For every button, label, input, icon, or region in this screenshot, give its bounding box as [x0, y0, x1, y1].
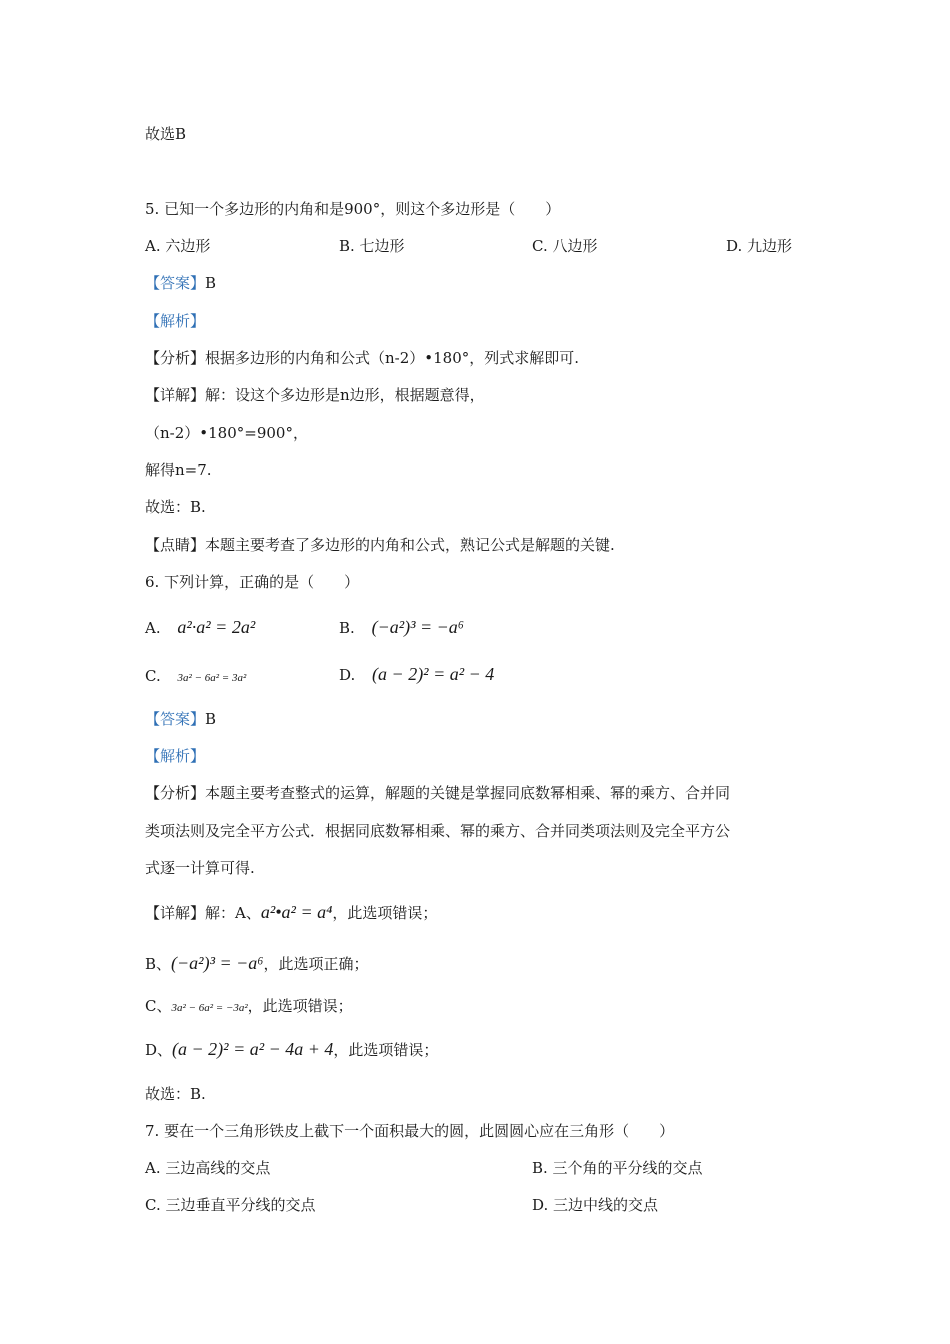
q5-answer: B — [205, 274, 217, 292]
q6-option-b-label: B. — [339, 619, 355, 637]
detail-prefix: B、 — [145, 955, 172, 973]
q5-option-a: A. 六边形 — [145, 237, 211, 255]
q6-option-b-formula: (−a²)³ = −a⁶ — [371, 617, 465, 637]
q6-option-d-label: D. — [339, 666, 356, 684]
q6-detail-4-formula: (a − 2)² = a² − 4a + 4 — [172, 1039, 334, 1059]
q7-option-c: C. 三边垂直平分线的交点 — [145, 1196, 316, 1214]
answer-tag: 【答案】 — [145, 274, 206, 292]
q5-detail-4: 故选：B. — [145, 498, 206, 516]
q6-option-c-label: C. — [145, 667, 161, 685]
q6-fenxi-2: 类项法则及完全平方公式．根据同底数幂相乘、幂的乘方、合并同类项法则及完全平方公 — [145, 822, 731, 840]
q5-fenxi: 【分析】根据多边形的内角和公式（n-2）•180°，列式求解即可. — [145, 349, 580, 367]
q7-option-d: D. 三边中线的交点 — [532, 1196, 659, 1214]
q6-stem: 6. 下列计算，正确的是（ ） — [145, 573, 360, 591]
q5-dianjing: 【点睛】本题主要考查了多边形的内角和公式，熟记公式是解题的关键. — [145, 536, 615, 554]
q6-option-a-label: A. — [145, 619, 161, 637]
q6-option-d-formula: (a − 2)² = a² − 4 — [372, 664, 495, 684]
q5-answer-line — [145, 273, 216, 293]
q5-detail-2: （n-2）•180°=900°， — [145, 424, 308, 442]
q7-option-b: B. 三个角的平分线的交点 — [532, 1159, 703, 1177]
q5-stem: 5. 已知一个多边形的内角和是900°，则这个多边形是（ ） — [145, 200, 561, 218]
answer-tag: 【答案】 — [145, 710, 206, 728]
q5-option-b: B. 七边形 — [339, 237, 405, 255]
q5-option-d: D. 九边形 — [726, 237, 793, 255]
detail-suffix: ，此选项正确； — [263, 955, 369, 973]
q5-detail-1: 【详解】解：设这个多边形是n边形，根据题意得， — [145, 386, 485, 404]
q6-conclusion: 故选：B. — [145, 1085, 206, 1103]
q6-detail-1-formula: a²•a² = a⁴ — [260, 902, 333, 922]
q5-option-c: C. 八边形 — [532, 237, 598, 255]
q6-detail-3-formula: 3a² − 6a² = −3a² — [171, 1002, 248, 1014]
q6-option-d — [339, 664, 494, 685]
q6-detail-2 — [145, 953, 369, 974]
detail-suffix: ，此选项错误； — [247, 997, 353, 1015]
q7-stem: 7. 要在一个三角形铁皮上截下一个面积最大的圆，此圆圆心应在三角形（ ） — [145, 1122, 675, 1140]
q6-option-c — [145, 666, 246, 688]
detail-suffix: ，此选项错误； — [332, 904, 438, 922]
q6-detail-4 — [145, 1039, 438, 1060]
q6-option-b — [339, 617, 464, 638]
detail-prefix: 【详解】解：A、 — [145, 904, 261, 922]
previous-answer-tail: 故选B — [145, 125, 187, 143]
detail-suffix: ，此选项错误； — [333, 1041, 439, 1059]
q6-detail-1 — [145, 902, 437, 923]
q6-fenxi-1: 【分析】本题主要考查整式的运算，解题的关键是掌握同底数幂相乘、幂的乘方、合并同 — [145, 784, 731, 802]
q6-fenxi-3: 式逐一计算可得. — [145, 859, 255, 877]
q7-option-a: A. 三边高线的交点 — [145, 1159, 271, 1177]
q5-detail-3: 解得n=7. — [145, 461, 212, 479]
detail-prefix: D、 — [145, 1041, 173, 1059]
q6-answer: B — [205, 710, 217, 728]
q6-detail-2-formula: (−a²)³ = −a⁶ — [171, 953, 264, 973]
detail-prefix: C、 — [145, 997, 172, 1015]
q6-option-a — [145, 617, 255, 638]
q6-detail-3 — [145, 996, 353, 1018]
q6-option-a-formula: a²·a² = 2a² — [177, 617, 256, 637]
q5-analysis-tag: 【解析】 — [145, 312, 206, 330]
q6-option-c-formula: 3a² − 6a² = 3a² — [177, 672, 247, 684]
q6-analysis-tag: 【解析】 — [145, 747, 206, 765]
q6-answer-line — [145, 709, 216, 729]
